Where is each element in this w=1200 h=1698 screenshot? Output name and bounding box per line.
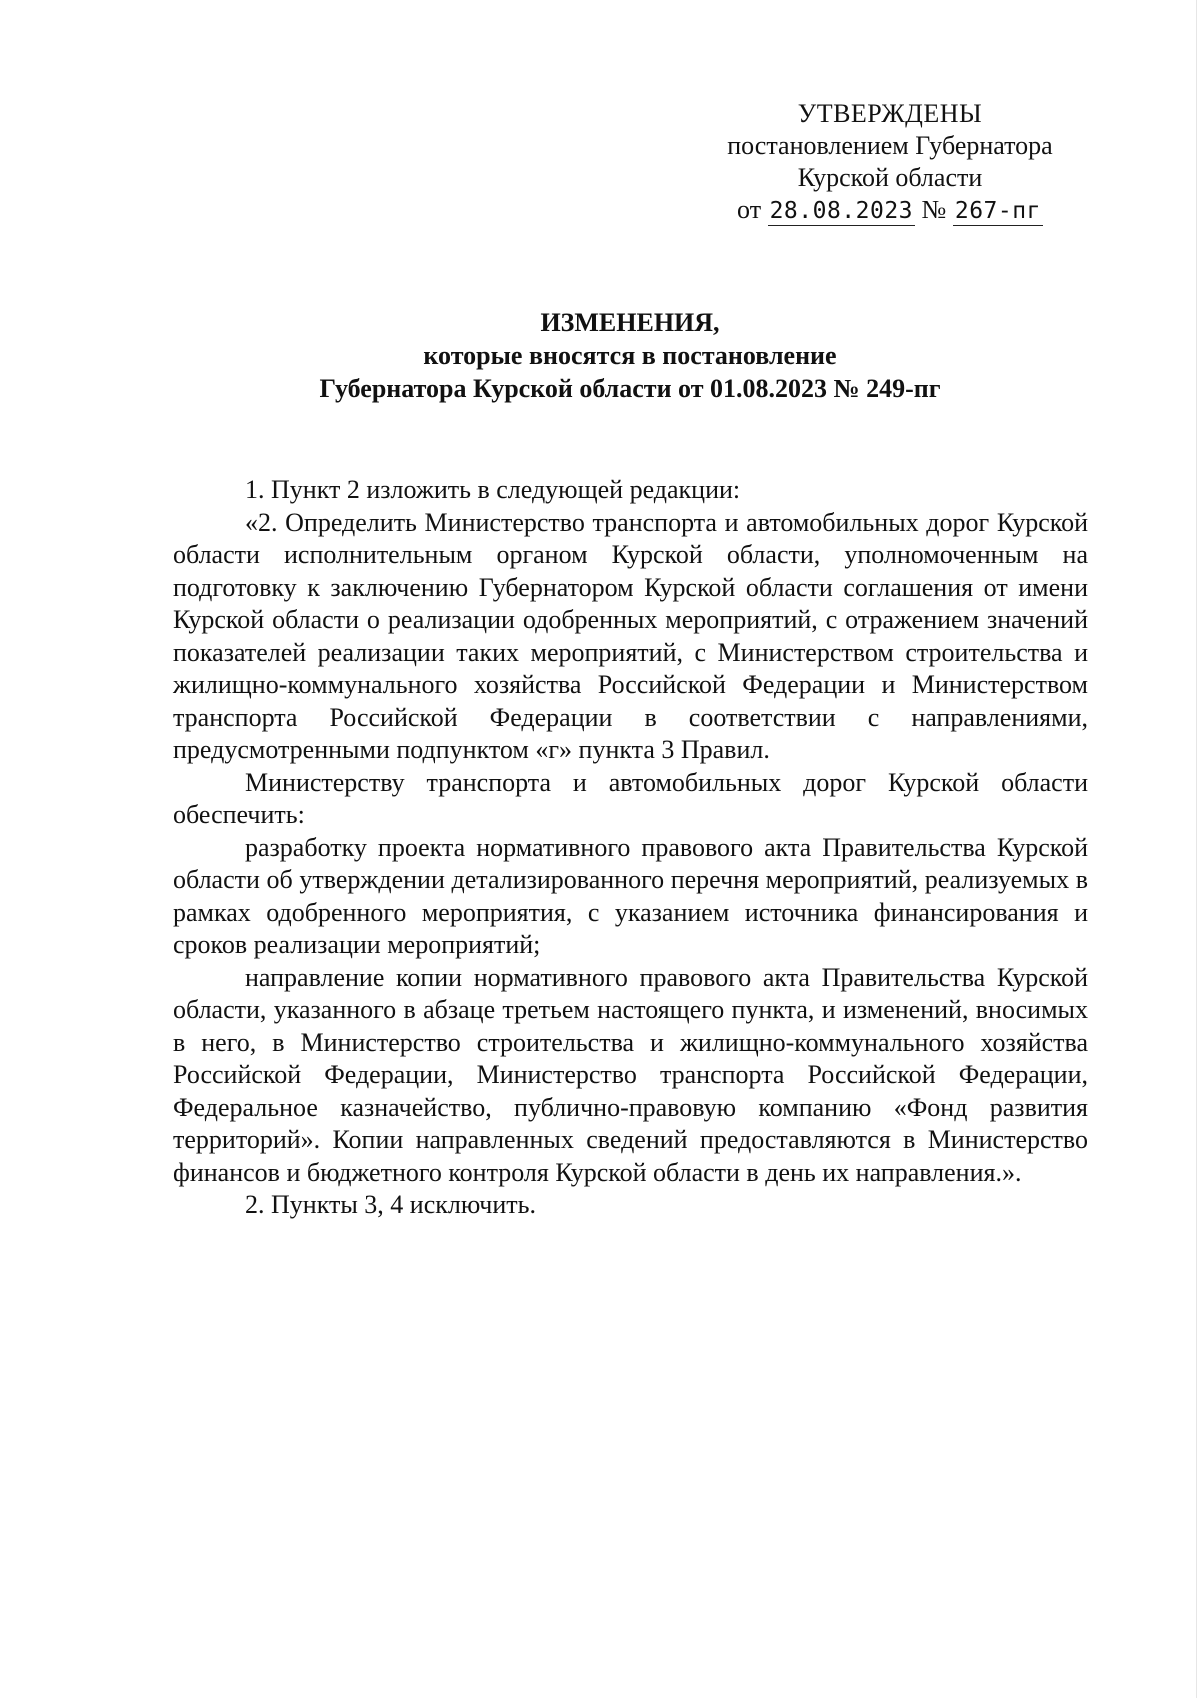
heading-title: ИЗМЕНЕНИЯ,	[540, 308, 720, 337]
approval-number: 267-пг	[954, 198, 1041, 224]
approval-authority: постановлением Губернатора	[727, 131, 1053, 160]
number-sign: №	[921, 195, 947, 224]
approval-title: УТВЕРЖДЕНЫ	[797, 99, 983, 128]
paragraph-3: Министерству транспорта и автомобильных дорог Курской области обеспечить:	[173, 767, 1088, 829]
document-body	[173, 474, 1088, 1222]
date-prefix: от	[737, 195, 762, 224]
approval-block	[700, 98, 1080, 227]
paragraph-6: 2. Пункты 3, 4 исключить.	[245, 1190, 537, 1219]
document-heading	[170, 306, 1090, 405]
approval-region: Курской области	[797, 163, 983, 192]
scan-edge	[1196, 0, 1197, 1698]
paragraph-1: 1. Пункт 2 изложить в следующей редакции:	[245, 475, 741, 504]
paragraph-5: направление копии нормативного правового акта Правительства Курской области, указанного в абзаце третьем настоящего пункта, и изменений, вносимых в него, в Министерство строительства и жилищно-коммунального хозяйства Российской Федерации, Министерство транспорта Российской Федерации, Федеральное казначейство, публично-правовую компанию «Фонд развития территорий». Копии направленных сведений предоставляются в Министерство финансов и бюджетного контроля Курской области в день их направления.».	[173, 962, 1088, 1187]
paragraph-2: «2. Определить Министерство транспорта и автомобильных дорог Курской области исполнительным органом Курской области, уполномоченным на подготовку к заключению Губернатором Курской области соглашения от имени Курской области о реализации одобренных мероприятий, с отражением значений показателей реализации таких мероприятий, с Министерством строительства и жилищно-коммунального хозяйства Российской Федерации и Министерством транспорта Российской Федерации в соответствии с направлениями, предусмотренными подпунктом «г» пункта 3 Правил.	[173, 507, 1088, 764]
approval-date: 28.08.2023	[769, 198, 914, 224]
approval-date-line	[700, 194, 1080, 227]
paragraph-4: разработку проекта нормативного правового акта Правительства Курской области об утверждении детализированного перечня мероприятий, реализуемых в рамках одобренного мероприятия, с указанием источника финансирования и сроков реализации мероприятий;	[173, 832, 1088, 959]
heading-reference: Губернатора Курской области от 01.08.2023 № 249-пг	[319, 374, 941, 403]
heading-subtitle: которые вносятся в постановление	[423, 341, 837, 370]
